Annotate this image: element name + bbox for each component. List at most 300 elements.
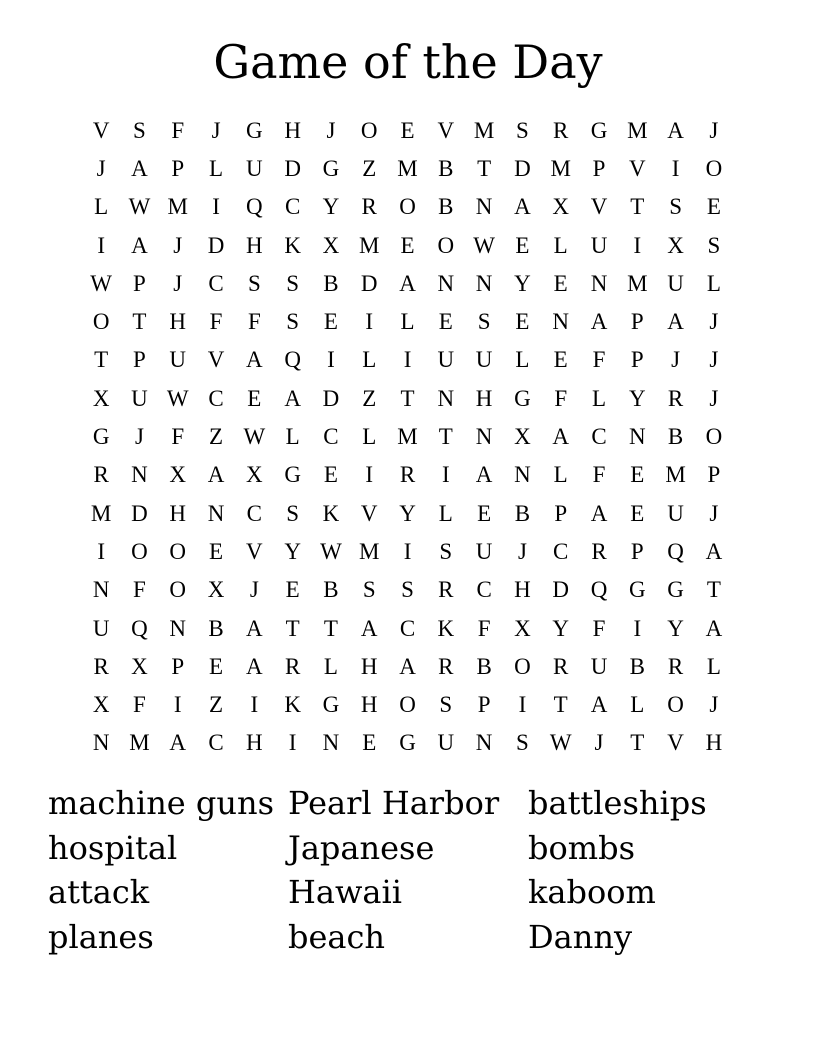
grid-cell[interactable]: L [438,500,453,526]
grid-cell[interactable]: S [477,309,491,335]
grid-cell[interactable]: O [667,692,684,718]
grid-cell[interactable]: B [438,194,454,220]
grid-cell[interactable]: C [208,730,224,756]
grid-cell[interactable]: A [246,615,263,641]
grid-cell[interactable]: M [627,270,648,296]
grid-cell[interactable]: P [707,462,721,488]
grid-cell[interactable]: X [514,615,531,641]
grid-cell[interactable]: C [284,194,301,220]
grid-cell[interactable]: B [514,500,531,526]
grid-cell[interactable]: F [592,347,606,373]
grid-cell[interactable]: N [131,462,148,488]
grid-cell[interactable]: I [518,692,527,718]
grid-cell[interactable]: S [516,730,529,756]
grid-cell[interactable]: C [399,615,416,641]
grid-cell[interactable]: J [249,577,259,603]
grid-cell[interactable]: Y [552,615,570,641]
grid-cell[interactable]: L [515,347,530,373]
grid-cell[interactable]: M [397,424,418,450]
grid-cell[interactable]: D [322,385,340,411]
grid-cell[interactable]: E [438,309,453,335]
grid-cell[interactable]: N [590,270,608,296]
grid-cell[interactable]: Q [667,538,684,564]
grid-cell[interactable]: Z [362,385,377,411]
grid-cell[interactable]: R [591,538,607,564]
grid-cell[interactable]: S [286,500,300,526]
grid-cell[interactable]: P [630,309,644,335]
grid-cell[interactable]: S [516,117,529,143]
grid-cell[interactable]: Z [209,424,224,450]
grid-cell[interactable]: W [128,194,151,220]
grid-cell[interactable]: F [171,117,185,143]
grid-cell[interactable]: S [439,692,453,718]
grid-cell[interactable]: E [515,232,530,258]
grid-cell[interactable]: G [284,462,301,488]
grid-cell[interactable]: J [709,309,719,335]
grid-cell[interactable]: L [553,462,568,488]
grid-cell[interactable]: D [284,155,301,181]
grid-cell[interactable]: U [590,232,608,258]
grid-cell[interactable]: V [590,194,608,220]
grid-cell[interactable]: H [705,730,723,756]
grid-cell[interactable]: U [437,347,455,373]
grid-cell[interactable]: L [630,692,645,718]
grid-cell[interactable]: E [285,577,300,603]
grid-cell[interactable]: X [667,232,684,258]
grid-cell[interactable]: E [515,309,530,335]
grid-cell[interactable]: A [399,653,416,679]
grid-cell[interactable]: G [628,577,646,603]
grid-cell[interactable]: O [360,117,378,143]
grid-cell[interactable]: E [323,309,338,335]
grid-cell[interactable]: F [209,309,223,335]
grid-cell[interactable]: J [173,270,183,296]
grid-cell[interactable]: Q [246,194,263,220]
word-list [48,781,768,960]
grid-cell[interactable]: U [92,615,110,641]
grid-cell[interactable]: A [705,615,723,641]
grid-cell[interactable]: N [475,730,493,756]
grid-cell[interactable]: N [207,500,225,526]
grid-cell[interactable]: A [131,232,148,258]
grid-cell[interactable]: Q [284,347,301,373]
grid-cell[interactable]: D [360,270,378,296]
grid-cell[interactable]: I [97,232,105,258]
grid-cell[interactable]: O [169,538,187,564]
grid-cell[interactable]: J [517,538,527,564]
word-list-item: planes [48,918,154,957]
grid-cell[interactable]: G [322,692,340,718]
grid-cell[interactable]: M [359,232,380,258]
grid-cell[interactable]: L [553,232,568,258]
grid-cell[interactable]: L [706,270,721,296]
grid-cell[interactable]: J [96,155,106,181]
grid-cell[interactable]: P [171,155,185,181]
grid-cell[interactable]: L [706,653,721,679]
grid-cell[interactable]: P [630,347,644,373]
grid-cell[interactable]: M [129,730,150,756]
grid-cell[interactable]: U [475,538,493,564]
grid-cell[interactable]: Q [590,577,608,603]
grid-cell[interactable]: F [247,309,261,335]
grid-cell[interactable]: M [627,117,648,143]
grid-cell[interactable]: V [437,117,455,143]
grid-cell[interactable]: I [441,462,450,488]
grid-cell[interactable]: N [437,270,455,296]
grid-cell[interactable]: L [362,424,377,450]
grid-cell[interactable]: T [400,385,415,411]
grid-cell[interactable]: Q [131,615,148,641]
grid-cell[interactable]: Y [322,194,340,220]
grid-cell[interactable]: P [171,653,185,679]
grid-cell[interactable]: V [360,500,378,526]
grid-cell[interactable]: R [284,653,301,679]
grid-cell[interactable]: V [207,347,225,373]
grid-cell[interactable]: X [552,194,570,220]
grid-cell[interactable]: H [514,577,531,603]
grid-cell[interactable]: T [630,730,645,756]
grid-cell[interactable]: L [591,385,607,411]
grid-cell[interactable]: U [667,270,684,296]
grid-cell[interactable]: R [93,462,109,488]
grid-cell[interactable]: H [169,500,187,526]
grid-cell[interactable]: X [92,385,110,411]
grid-cell[interactable]: H [475,385,493,411]
grid-cell[interactable]: R [438,653,454,679]
grid-cell[interactable]: O [514,653,531,679]
grid-cell[interactable]: E [553,347,568,373]
grid-cell[interactable]: I [365,309,374,335]
grid-cell[interactable]: L [209,155,224,181]
grid-cell[interactable]: I [633,232,642,258]
grid-cell[interactable]: E [323,462,338,488]
grid-cell[interactable]: U [131,385,148,411]
grid-cell[interactable]: R [438,577,454,603]
grid-cell[interactable]: Z [362,155,377,181]
grid-cell[interactable]: G [92,424,110,450]
grid-cell[interactable]: E [400,232,415,258]
grid-cell[interactable]: F [133,692,146,718]
grid-cell[interactable]: F [592,462,606,488]
grid-cell[interactable]: I [97,538,105,564]
grid-cell[interactable]: O [169,577,187,603]
grid-cell[interactable]: C [208,270,224,296]
grid-cell[interactable]: O [399,194,416,220]
letter-grid[interactable] [82,111,733,762]
grid-cell[interactable]: A [552,424,570,450]
grid-cell[interactable]: L [94,194,109,220]
grid-cell[interactable]: X [207,577,225,603]
grid-cell[interactable]: H [360,653,378,679]
grid-cell[interactable]: I [403,538,412,564]
grid-cell[interactable]: M [397,155,418,181]
grid-cell[interactable]: J [709,117,719,143]
grid-cell[interactable]: R [399,462,416,488]
grid-cell[interactable]: N [169,615,187,641]
grid-cell[interactable]: W [243,424,266,450]
grid-cell[interactable]: A [590,309,608,335]
grid-cell[interactable]: F [592,615,606,641]
grid-cell[interactable]: P [554,500,568,526]
word-list-item: beach [288,918,386,957]
grid-cell[interactable]: C [323,424,339,450]
grid-cell[interactable]: S [133,117,146,143]
grid-cell[interactable]: T [438,424,453,450]
grid-cell[interactable]: P [477,692,491,718]
grid-cell[interactable]: A [514,194,531,220]
grid-cell[interactable]: C [591,424,607,450]
grid-cell[interactable]: P [592,155,606,181]
grid-cell[interactable]: S [362,577,376,603]
grid-cell[interactable]: D [131,500,148,526]
word-list-item: kaboom [528,873,656,912]
grid-cell[interactable]: N [552,309,570,335]
grid-cell[interactable]: I [288,730,297,756]
grid-cell[interactable]: N [475,270,493,296]
grid-cell[interactable]: I [173,692,182,718]
grid-cell[interactable]: C [553,538,569,564]
grid-cell[interactable]: R [361,194,377,220]
grid-cell[interactable]: C [208,385,224,411]
grid-cell[interactable]: A [399,270,416,296]
grid-cell[interactable]: F [171,424,185,450]
grid-cell[interactable]: J [326,117,336,143]
grid-cell[interactable]: T [285,615,300,641]
grid-cell[interactable]: W [473,232,495,258]
grid-cell[interactable]: U [667,500,684,526]
grid-cell[interactable]: K [284,232,301,258]
grid-cell[interactable]: O [131,538,148,564]
grid-cell[interactable]: R [553,653,569,679]
grid-cell[interactable]: E [706,194,721,220]
grid-cell[interactable]: I [250,692,259,718]
grid-cell[interactable]: S [707,232,721,258]
grid-cell[interactable]: J [594,730,604,756]
grid-cell[interactable]: N [437,385,455,411]
grid-cell[interactable]: J [173,232,183,258]
grid-cell[interactable]: T [94,347,109,373]
grid-cell[interactable]: H [284,117,301,143]
grid-cell[interactable]: N [92,730,110,756]
grid-cell[interactable]: E [400,117,415,143]
grid-cell[interactable]: H [246,730,263,756]
grid-cell[interactable]: X [131,653,148,679]
grid-cell[interactable]: A [667,309,684,335]
grid-cell[interactable]: C [476,577,492,603]
grid-cell[interactable]: G [590,117,608,143]
grid-cell[interactable]: S [247,270,261,296]
grid-cell[interactable]: J [709,385,719,411]
grid-cell[interactable]: B [476,653,492,679]
word-list-item: hospital [48,828,178,867]
grid-cell[interactable]: S [669,194,682,220]
grid-cell[interactable]: X [92,692,110,718]
grid-cell[interactable]: T [553,692,568,718]
grid-cell[interactable]: D [514,155,531,181]
grid-cell[interactable]: A [131,155,148,181]
grid-cell[interactable]: N [92,577,110,603]
grid-cell[interactable]: K [322,500,340,526]
grid-cell[interactable]: M [473,117,495,143]
grid-cell[interactable]: J [671,347,681,373]
grid-cell[interactable]: B [438,155,454,181]
grid-cell[interactable]: E [477,500,492,526]
grid-cell[interactable]: M [550,155,571,181]
grid-cell[interactable]: I [403,347,412,373]
grid-cell[interactable]: U [437,730,455,756]
grid-cell[interactable]: U [246,155,263,181]
grid-cell[interactable]: A [169,730,187,756]
word-list-item: Hawaii [288,873,402,912]
grid-cell[interactable]: A [667,117,684,143]
grid-cell[interactable]: L [400,309,415,335]
word-list-item: battleships [528,784,707,822]
grid-cell[interactable]: T [706,577,721,603]
grid-cell[interactable]: H [169,309,187,335]
grid-cell[interactable]: J [709,692,719,718]
grid-cell[interactable]: T [323,615,338,641]
grid-cell[interactable]: H [360,692,378,718]
grid-cell[interactable]: W [166,385,189,411]
grid-cell[interactable]: W [90,270,112,296]
grid-cell[interactable]: E [209,538,224,564]
grid-cell[interactable]: L [323,653,338,679]
grid-cell[interactable]: E [630,462,645,488]
grid-cell[interactable]: O [92,309,110,335]
grid-cell[interactable]: V [628,155,646,181]
grid-cell[interactable]: O [705,424,723,450]
grid-cell[interactable]: F [133,577,146,603]
grid-cell[interactable]: H [246,232,263,258]
grid-cell[interactable]: O [705,155,723,181]
grid-cell[interactable]: G [322,155,340,181]
grid-cell[interactable]: N [514,462,531,488]
grid-cell[interactable]: F [477,615,491,641]
grid-cell[interactable]: V [246,538,263,564]
grid-cell[interactable]: F [554,385,568,411]
grid-cell[interactable]: I [365,462,374,488]
grid-cell[interactable]: S [401,577,414,603]
grid-cell[interactable]: L [362,347,377,373]
grid-cell[interactable]: S [286,309,300,335]
grid-cell[interactable]: B [323,577,339,603]
grid-cell[interactable]: J [709,347,719,373]
grid-cell[interactable]: L [285,424,300,450]
grid-cell[interactable]: Y [514,270,531,296]
grid-cell[interactable]: E [630,500,645,526]
grid-cell[interactable]: R [553,117,569,143]
grid-cell[interactable]: M [90,500,112,526]
grid-cell[interactable]: O [437,232,455,258]
grid-cell[interactable]: J [211,117,221,143]
grid-cell[interactable]: A [246,653,263,679]
grid-cell[interactable]: D [207,232,225,258]
grid-cell[interactable]: O [399,692,416,718]
grid-cell[interactable]: A [360,615,378,641]
grid-cell[interactable]: E [362,730,377,756]
grid-cell[interactable]: N [628,424,646,450]
grid-cell[interactable]: B [667,424,684,450]
grid-cell[interactable]: J [709,500,719,526]
grid-cell[interactable]: A [207,462,225,488]
grid-cell[interactable]: B [323,270,339,296]
grid-cell[interactable]: W [320,538,342,564]
grid-cell[interactable]: Z [209,692,224,718]
grid-cell[interactable]: I [633,615,642,641]
grid-cell[interactable]: J [134,424,144,450]
grid-cell[interactable]: V [667,730,684,756]
grid-cell[interactable]: P [133,347,146,373]
grid-cell[interactable]: W [549,730,572,756]
grid-cell[interactable]: K [437,615,455,641]
grid-cell[interactable]: U [590,653,608,679]
grid-cell[interactable]: X [514,424,531,450]
grid-cell[interactable]: I [327,347,335,373]
grid-cell[interactable]: M [167,194,188,220]
grid-cell[interactable]: T [630,194,645,220]
word-list-item: machine guns [48,784,275,822]
grid-cell[interactable]: Y [667,615,684,641]
grid-cell[interactable]: Y [628,385,646,411]
grid-cell[interactable]: I [212,194,220,220]
grid-cell[interactable]: P [133,270,146,296]
grid-cell[interactable]: M [359,538,380,564]
word-list-item: Danny [528,918,633,957]
grid-cell[interactable]: S [286,270,300,296]
grid-cell[interactable]: U [475,347,493,373]
grid-cell[interactable]: X [246,462,263,488]
grid-cell[interactable]: C [246,500,262,526]
grid-cell[interactable]: I [671,155,680,181]
grid-cell[interactable]: G [399,730,416,756]
grid-cell[interactable]: R [93,653,109,679]
grid-cell[interactable]: N [475,424,493,450]
grid-cell[interactable]: A [284,385,301,411]
grid-cell[interactable]: M [665,462,686,488]
grid-cell[interactable]: T [132,309,147,335]
grid-cell[interactable]: A [475,462,493,488]
grid-cell[interactable]: A [590,692,608,718]
grid-cell[interactable]: S [439,538,453,564]
grid-cell[interactable]: N [322,730,340,756]
grid-cell[interactable]: E [247,385,262,411]
grid-cell[interactable]: E [209,653,224,679]
grid-cell[interactable]: B [208,615,224,641]
grid-cell[interactable]: G [514,385,531,411]
grid-cell[interactable]: A [705,538,723,564]
grid-cell[interactable]: P [630,538,644,564]
grid-cell[interactable]: B [629,653,645,679]
grid-cell[interactable]: D [552,577,570,603]
grid-cell[interactable]: U [169,347,187,373]
grid-cell[interactable]: E [553,270,568,296]
grid-cell[interactable]: Y [399,500,416,526]
grid-cell[interactable]: A [246,347,263,373]
grid-cell[interactable]: X [169,462,187,488]
grid-cell[interactable]: N [475,194,493,220]
word-list-item: bombs [528,828,635,867]
grid-cell[interactable]: R [667,385,684,411]
grid-cell[interactable]: T [477,155,492,181]
grid-cell[interactable]: G [667,577,684,603]
grid-cell[interactable]: Y [284,538,301,564]
grid-cell[interactable]: X [322,232,340,258]
grid-cell[interactable]: V [92,117,110,143]
grid-cell[interactable]: A [590,500,608,526]
grid-cell[interactable]: G [246,117,263,143]
grid-cell[interactable]: K [284,692,301,718]
grid-cell[interactable]: R [667,653,684,679]
